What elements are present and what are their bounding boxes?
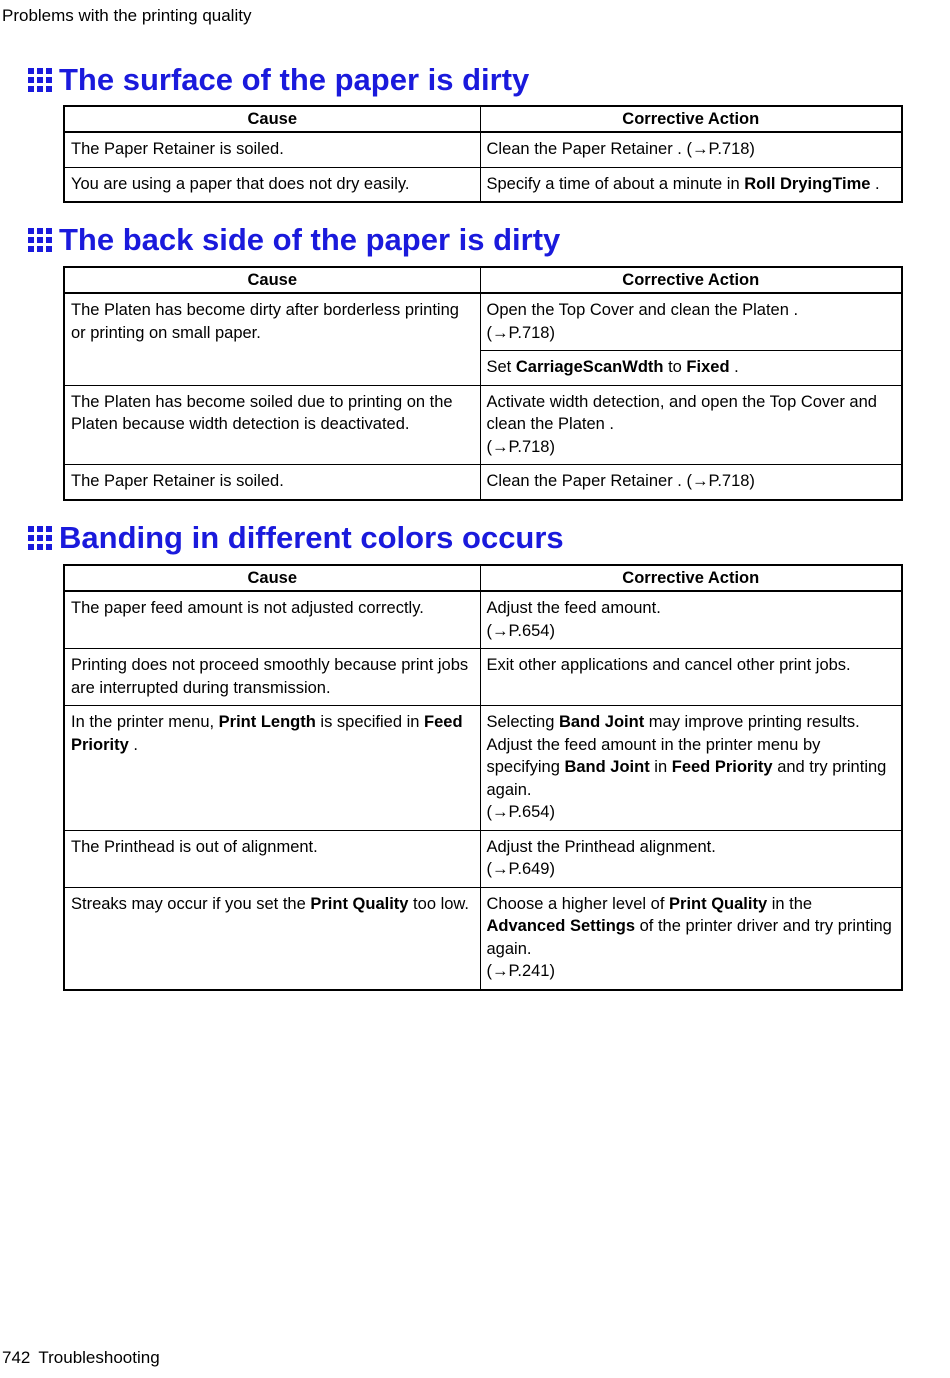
cause-cell: The Paper Retainer is soiled. — [64, 465, 480, 500]
table-row — [64, 167, 902, 202]
page-footer — [2, 1348, 160, 1368]
cause-cell: The Platen has become dirty after borderless printing or printing on small paper. — [64, 293, 480, 385]
action-cell: Adjust the Printhead alignment. (→P.649) — [480, 830, 902, 887]
table-row — [64, 293, 902, 351]
cause-cell: The paper feed amount is not adjusted correctly. — [64, 591, 480, 649]
table-row — [64, 132, 902, 167]
grid-bullet-icon — [28, 68, 53, 93]
table-row — [64, 465, 902, 500]
table-row — [64, 706, 902, 831]
header-cause: Cause — [64, 267, 480, 293]
section-title-banding: Banding in different colors occurs — [28, 520, 564, 556]
action-cell: Exit other applications and cancel other print jobs. — [480, 649, 902, 706]
cause-cell: The Printhead is out of alignment. — [64, 830, 480, 887]
action-cell: Selecting Band Joint may improve printing results. Adjust the feed amount in the printer menu by specifying Band Joint in Feed Priority and try printing again. (→P.654) — [480, 706, 902, 831]
grid-bullet-icon — [28, 526, 53, 551]
table-banding — [63, 564, 903, 991]
grid-bullet-icon — [28, 228, 53, 253]
action-cell: Open the Top Cover and clean the Platen . (→P.718) — [480, 293, 902, 351]
action-cell: Adjust the feed amount. (→P.654) — [480, 591, 902, 649]
cause-cell: Streaks may occur if you set the Print Quality too low. — [64, 887, 480, 990]
header-corrective-action: Corrective Action — [480, 267, 902, 293]
section-title-surface-dirty: The surface of the paper is dirty — [28, 62, 529, 98]
table-row — [64, 385, 902, 465]
action-cell: Clean the Paper Retainer . (→P.718) — [480, 132, 902, 167]
cause-cell: You are using a paper that does not dry easily. — [64, 167, 480, 202]
action-cell: Set CarriageScanWdth to Fixed . — [480, 351, 902, 386]
footer-section: Troubleshooting — [38, 1348, 160, 1367]
cause-cell: Printing does not proceed smoothly because print jobs are interrupted during transmission. — [64, 649, 480, 706]
page-number: 742 — [2, 1348, 31, 1367]
header-corrective-action: Corrective Action — [480, 106, 902, 132]
table-row — [64, 649, 902, 706]
action-cell: Choose a higher level of Print Quality in the Advanced Settings of the printer driver and try printing again. (→P.241) — [480, 887, 902, 990]
action-cell: Clean the Paper Retainer . (→P.718) — [480, 465, 902, 500]
table-row — [64, 830, 902, 887]
header-corrective-action: Corrective Action — [480, 565, 902, 591]
action-cell: Activate width detection, and open the Top Cover and clean the Platen . (→P.718) — [480, 385, 902, 465]
cause-cell: The Paper Retainer is soiled. — [64, 132, 480, 167]
table-row — [64, 591, 902, 649]
table-row — [64, 887, 902, 990]
table-surface-dirty — [63, 105, 903, 203]
table-back-side-dirty — [63, 266, 903, 501]
cause-cell: In the printer menu, Print Length is specified in Feed Priority . — [64, 706, 480, 831]
section-title-back-side-dirty: The back side of the paper is dirty — [28, 222, 560, 258]
header-cause: Cause — [64, 106, 480, 132]
cause-cell: The Platen has become soiled due to printing on the Platen because width detection is deactivated. — [64, 385, 480, 465]
running-header: Problems with the printing quality — [2, 6, 252, 25]
header-cause: Cause — [64, 565, 480, 591]
action-cell: Specify a time of about a minute in Roll DryingTime . — [480, 167, 902, 202]
